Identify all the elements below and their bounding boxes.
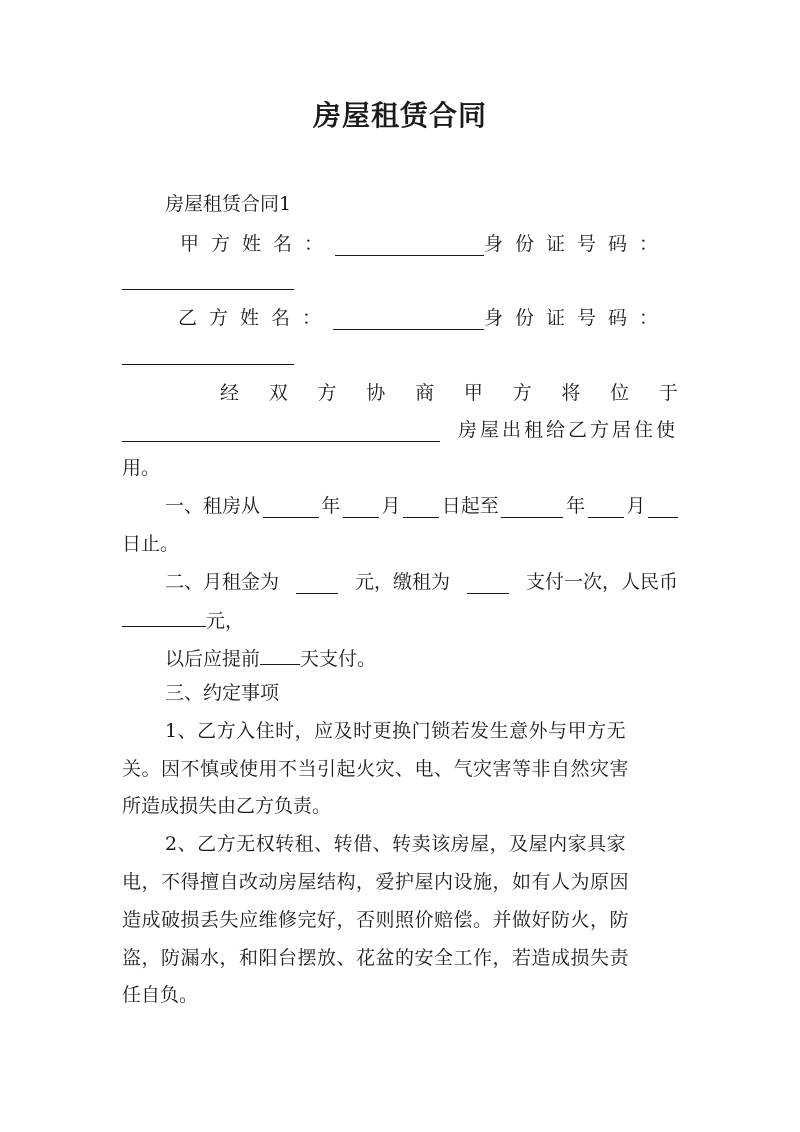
party-a-id-blank [122,270,294,290]
end-year-blank [501,498,563,518]
party-a-id-row [122,270,294,296]
advance-prefix: 以后应提前 [165,648,261,670]
start-month-blank [343,498,379,518]
monthly-rent-blank [296,574,338,594]
clause-2-line-5: 任自负。 [122,984,199,1006]
rent-yuan-label: 元，缴租为 [354,571,450,593]
term-year2-label: 年 [566,495,586,517]
term-end: 日止。 [122,533,180,555]
clause-2-line-1: 2、乙方无权转租、转借、转卖该房屋，及屋内家具家 [165,833,627,855]
clause-2-line-2: 电，不得擅自改动房屋结构，爱护屋内设施，如有人为原因 [122,871,630,893]
clause-2-line-4: 盗，防漏水，和阳台摆放、花盆的安全工作，若造成损失责 [122,947,630,969]
party-a-label: 甲方姓名： [180,233,336,255]
start-day-blank [403,498,439,518]
party-a-row [180,232,670,256]
term-prefix: 一、租房从 [165,495,261,517]
intro-char: 商 [415,382,435,404]
document-title: 房屋租赁合同 [312,99,487,132]
party-b-label: 乙方姓名： [178,307,334,329]
rent-pay-once-label: 支付一次，人民币 [525,571,678,593]
end-month-blank [588,498,624,518]
party-b-name-blank [333,310,484,330]
party-b-id-blank [122,345,294,365]
rent-line-2 [122,607,244,633]
rent-line-1 [165,570,678,594]
intro-char: 经 [220,382,240,404]
intro-char: 甲 [463,382,483,404]
term-year-label: 年 [321,495,341,517]
term-line-1 [165,494,678,518]
start-year-blank [263,498,319,518]
term-month-label: 月 [381,495,401,517]
end-day-blank [648,498,678,518]
party-b-row [178,306,670,330]
rent-prefix: 二、月租金为 [165,571,280,593]
intro-line-2 [122,418,678,442]
clause-1-line-3: 所造成损失由乙方负责。 [122,795,332,817]
clause-1-line-1: 1、乙方入住时，应及时更换门锁若发生意外与甲方无 [165,720,627,742]
intro-line-1 [220,381,678,405]
payment-period-blank [467,574,509,594]
advance-days-blank [260,645,300,665]
rent-line-3 [165,645,376,671]
party-a-id-label: 身份证号码： [483,233,670,255]
intro-line-2-text: 房屋出租给乙方居住使 [457,419,678,441]
party-a-name-blank [335,236,484,256]
term-day-from-label: 日起至 [441,495,499,517]
intro-char: 方 [317,382,337,404]
intro-char: 双 [268,382,288,404]
intro-line-3: 用。 [122,457,161,479]
intro-char: 于 [658,382,678,404]
clause-1-line-2: 关。因不慎或使用不当引起火灾、电、气灾害等非自然灾害 [122,758,630,780]
advance-suffix: 天支付。 [300,648,377,670]
clause-2-line-3: 造成破损丢失应维修完好，否则照价赔偿。并做好防火，防 [122,909,630,931]
subtitle: 房屋租赁合同1 [165,193,292,215]
intro-char: 将 [561,382,581,404]
term-month2-label: 月 [626,495,646,517]
party-b-id-label: 身份证号码： [483,307,670,329]
intro-char: 位 [610,382,630,404]
intro-char: 协 [366,382,386,404]
rent-yuan2-label: 元， [206,610,245,632]
section-3-heading: 三、约定事项 [165,682,280,704]
party-b-id-row [122,345,294,371]
rmb-amount-blank [122,607,206,627]
address-blank [122,422,440,442]
intro-char: 方 [512,382,532,404]
